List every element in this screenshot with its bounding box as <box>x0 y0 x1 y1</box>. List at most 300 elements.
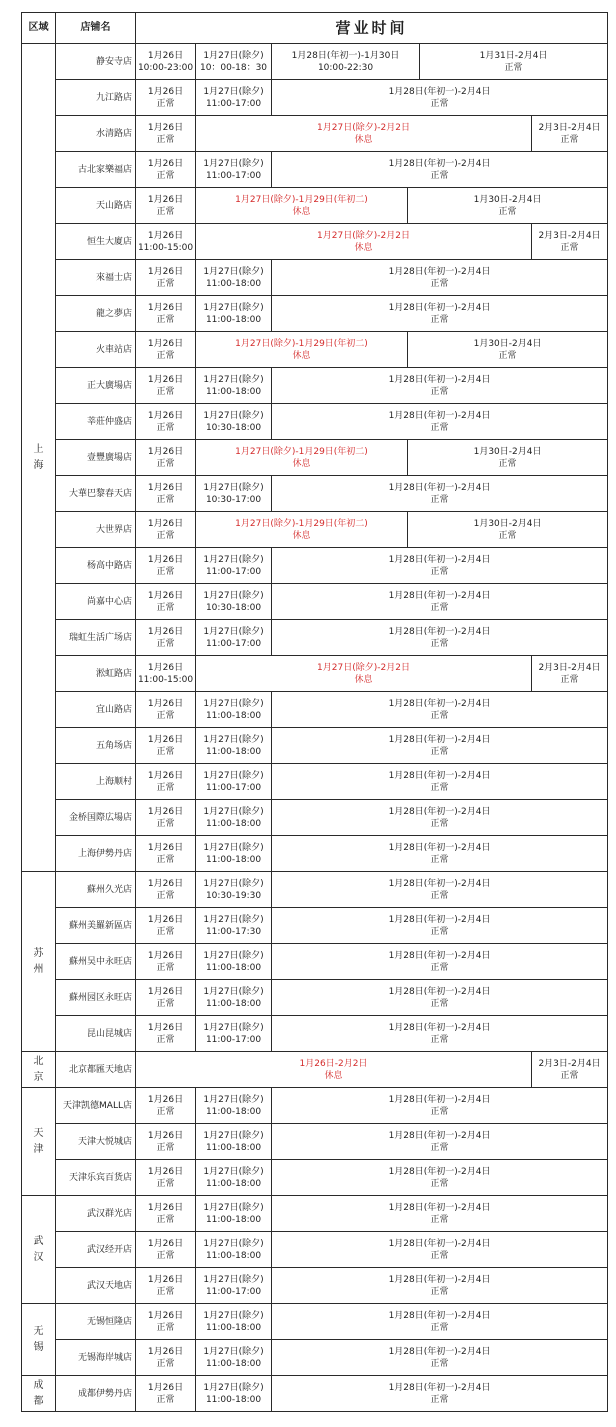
hours-cell <box>196 620 272 656</box>
date-range: 1月28日(年初一)-2月4日 <box>388 554 491 565</box>
region-char: 汉 <box>33 1251 44 1263</box>
hours-cell <box>136 908 196 944</box>
store-name: 壹豐廣場店 <box>56 440 136 476</box>
store-name: 瑞虹生活广场店 <box>56 620 136 656</box>
hours-text: 正常 <box>156 1358 175 1369</box>
hours-cell <box>136 44 196 80</box>
date-range: 1月27日(除夕) <box>203 1166 264 1177</box>
date-range: 1月26日 <box>147 122 184 133</box>
date-range: 1月28日(年初一)-2月4日 <box>388 806 491 817</box>
date-range: 1月27日(除夕) <box>203 1022 264 1033</box>
hours-cell <box>196 692 272 728</box>
hours-text: 正常 <box>430 1322 449 1333</box>
hours-cell <box>136 512 196 548</box>
region-char: 天 <box>33 1127 44 1139</box>
hours-text: 10:00-23:00 <box>137 62 194 73</box>
date-range: 1月30日-2月4日 <box>473 194 542 205</box>
hours-title: 营业时间 <box>136 13 608 44</box>
hours-text: 正常 <box>156 1250 175 1261</box>
hours-text: 11:00-17:00 <box>205 98 262 109</box>
hours-text: 11:00-15:00 <box>137 242 194 253</box>
hours-cell <box>420 44 608 80</box>
hours-text: 正常 <box>156 1106 175 1117</box>
hours-text: 11:00-18:00 <box>205 1142 262 1153</box>
date-range: 1月26日 <box>147 1094 184 1105</box>
date-range: 1月26日 <box>147 482 184 493</box>
hours-cell <box>136 1124 196 1160</box>
hours-text: 10:00-22:30 <box>317 62 374 73</box>
store-name: 天津乐宾百货店 <box>56 1160 136 1196</box>
hours-cell <box>196 944 272 980</box>
store-row <box>22 944 608 980</box>
date-range: 1月26日 <box>147 266 184 277</box>
date-range: 1月28日(年初一)-2月4日 <box>388 1166 491 1177</box>
hours-cell <box>196 368 272 404</box>
hours-cell <box>136 944 196 980</box>
store-name: 火車站店 <box>56 332 136 368</box>
hours-cell <box>136 1232 196 1268</box>
hours-text: 正常 <box>430 746 449 757</box>
hours-text: 正常 <box>560 134 579 145</box>
hours-cell <box>196 1160 272 1196</box>
hours-cell <box>136 80 196 116</box>
hours-text: 正常 <box>430 998 449 1009</box>
store-row <box>22 1052 608 1088</box>
date-range: 1月26日 <box>147 770 184 781</box>
closed-period-cell <box>196 656 532 692</box>
date-range: 1月26日 <box>147 806 184 817</box>
date-range: 1月26日 <box>147 86 184 97</box>
date-range: 1月26日 <box>147 950 184 961</box>
hours-cell <box>272 1268 608 1304</box>
hours-text: 11:00-18:00 <box>205 278 262 289</box>
hours-text: 正常 <box>430 1358 449 1369</box>
store-row <box>22 548 608 584</box>
hours-cell <box>408 332 608 368</box>
region-cell <box>22 44 56 872</box>
store-hours-table <box>21 12 608 1412</box>
hours-text: 正常 <box>430 1286 449 1297</box>
hours-cell <box>272 1016 608 1052</box>
date-range: 1月28日(年初一)-2月4日 <box>388 1238 491 1249</box>
date-range: 1月27日(除夕) <box>203 1346 264 1357</box>
date-range: 1月27日(除夕) <box>203 986 264 997</box>
hours-text: 正常 <box>430 386 449 397</box>
date-range: 1月28日(年初一)-2月4日 <box>388 914 491 925</box>
hours-text: 11:00-17:00 <box>205 1034 262 1045</box>
hours-text: 11:00-17:00 <box>205 170 262 181</box>
hours-text: 正常 <box>156 926 175 937</box>
hours-text: 正常 <box>156 1142 175 1153</box>
hours-cell <box>272 80 608 116</box>
date-range: 1月26日 <box>147 1202 184 1213</box>
hours-text: 休息 <box>292 458 311 469</box>
region-char: 海 <box>33 459 44 471</box>
hours-text: 正常 <box>430 1106 449 1117</box>
store-name: 尚嘉中心店 <box>56 584 136 620</box>
store-row <box>22 584 608 620</box>
store-row <box>22 1124 608 1160</box>
region-char: 京 <box>33 1071 44 1083</box>
store-name: 大華巴黎春天店 <box>56 476 136 512</box>
hours-cell <box>196 1232 272 1268</box>
closed-period-cell <box>196 440 408 476</box>
store-row <box>22 404 608 440</box>
date-range: 1月27日(除夕) <box>203 914 264 925</box>
store-row <box>22 1232 608 1268</box>
date-range: 1月26日 <box>147 194 184 205</box>
hours-cell <box>272 836 608 872</box>
hours-cell <box>196 44 272 80</box>
hours-cell <box>272 584 608 620</box>
hours-text: 休息 <box>292 530 311 541</box>
store-name: 武汉群光店 <box>56 1196 136 1232</box>
hours-cell <box>272 728 608 764</box>
store-name: 水清路店 <box>56 116 136 152</box>
date-range: 1月27日(除夕) <box>203 1130 264 1141</box>
hours-text: 休息 <box>354 134 373 145</box>
store-name: 上海伊勢丹店 <box>56 836 136 872</box>
region-cell <box>22 1304 56 1376</box>
hours-text: 11:00-18:00 <box>205 1322 262 1333</box>
date-range: 1月27日(除夕)-2月2日 <box>317 230 410 241</box>
hours-cell <box>196 908 272 944</box>
region-char: 武 <box>33 1235 44 1247</box>
date-range: 1月26日 <box>147 878 184 889</box>
hours-cell <box>196 1376 272 1412</box>
hours-text: 正常 <box>156 710 175 721</box>
date-range: 1月27日(除夕)-2月2日 <box>317 122 410 133</box>
store-name: 五角场店 <box>56 728 136 764</box>
hours-cell <box>196 836 272 872</box>
region-char: 上 <box>33 443 44 455</box>
date-range: 1月27日(除夕)-1月29日(年初二) <box>235 518 368 529</box>
hours-cell <box>136 656 196 692</box>
date-range: 1月27日(除夕) <box>203 266 264 277</box>
hours-text: 正常 <box>430 1034 449 1045</box>
date-range: 1月26日 <box>147 1346 184 1357</box>
date-range: 1月28日(年初一)-2月4日 <box>388 302 491 313</box>
hours-cell <box>196 980 272 1016</box>
hours-text: 正常 <box>156 422 175 433</box>
hours-text: 正常 <box>156 206 175 217</box>
hours-cell <box>272 1232 608 1268</box>
date-range: 1月27日(除夕) <box>203 1382 264 1393</box>
hours-cell <box>272 44 420 80</box>
date-range: 1月26日 <box>147 374 184 385</box>
hours-text: 休息 <box>354 242 373 253</box>
hours-text: 正常 <box>156 494 175 505</box>
date-range: 1月28日(年初一)-2月4日 <box>388 734 491 745</box>
hours-cell <box>272 872 608 908</box>
hours-cell <box>408 188 608 224</box>
hours-text: 正常 <box>430 1250 449 1261</box>
hours-cell <box>136 980 196 1016</box>
hours-text: 正常 <box>156 350 175 361</box>
hours-cell <box>196 872 272 908</box>
hours-text: 正常 <box>156 1214 175 1225</box>
hours-cell <box>196 584 272 620</box>
hours-cell <box>196 1016 272 1052</box>
date-range: 1月26日 <box>147 158 184 169</box>
hours-cell <box>272 944 608 980</box>
hours-text: 正常 <box>156 386 175 397</box>
date-range: 1月26日 <box>147 986 184 997</box>
store-name: 古北家樂福店 <box>56 152 136 188</box>
store-name: 蘇州久光店 <box>56 872 136 908</box>
store-row <box>22 440 608 476</box>
hours-text: 正常 <box>498 530 517 541</box>
closed-period-cell <box>196 332 408 368</box>
region-cell <box>22 1088 56 1196</box>
hours-cell <box>196 548 272 584</box>
date-range: 1月28日(年初一)-2月4日 <box>388 878 491 889</box>
hours-cell <box>272 548 608 584</box>
store-name: 恒生大廈店 <box>56 224 136 260</box>
closed-period-cell <box>196 512 408 548</box>
store-row <box>22 260 608 296</box>
hours-text: 正常 <box>430 638 449 649</box>
hours-cell <box>136 116 196 152</box>
hours-text: 正常 <box>498 206 517 217</box>
hours-cell <box>272 908 608 944</box>
hours-cell <box>136 728 196 764</box>
store-name: 來福士店 <box>56 260 136 296</box>
hours-text: 正常 <box>430 278 449 289</box>
date-range: 1月27日(除夕) <box>203 878 264 889</box>
region-cell <box>22 872 56 1052</box>
hours-cell <box>136 620 196 656</box>
hours-text: 正常 <box>156 782 175 793</box>
hours-text: 正常 <box>430 1214 449 1225</box>
hours-text: 正常 <box>156 1034 175 1045</box>
hours-cell <box>136 296 196 332</box>
hours-cell <box>196 1124 272 1160</box>
store-row <box>22 224 608 260</box>
hours-text: 正常 <box>430 170 449 181</box>
date-range: 1月27日(除夕) <box>203 374 264 385</box>
hours-text: 休息 <box>292 206 311 217</box>
hours-cell <box>136 1016 196 1052</box>
store-row <box>22 1268 608 1304</box>
store-name: 宜山路店 <box>56 692 136 728</box>
hours-cell <box>136 188 196 224</box>
store-row <box>22 836 608 872</box>
date-range: 1月27日(除夕) <box>203 1202 264 1213</box>
hours-text: 正常 <box>156 170 175 181</box>
hours-cell <box>272 1124 608 1160</box>
date-range: 1月28日(年初一)-2月4日 <box>388 842 491 853</box>
store-name: 大世界店 <box>56 512 136 548</box>
hours-cell <box>272 1088 608 1124</box>
hours-text: 正常 <box>430 926 449 937</box>
hours-text: 正常 <box>156 1394 175 1405</box>
store-row <box>22 152 608 188</box>
hours-text: 正常 <box>156 998 175 1009</box>
date-range: 1月26日 <box>147 1310 184 1321</box>
hours-cell <box>196 800 272 836</box>
hours-text: 10:30-18:00 <box>205 602 262 613</box>
hours-text: 正常 <box>430 98 449 109</box>
region-cell <box>22 1196 56 1304</box>
hours-text: 11:00-18:00 <box>205 998 262 1009</box>
store-name: 武汉天地店 <box>56 1268 136 1304</box>
store-name: 蘇州美羅新區店 <box>56 908 136 944</box>
date-range: 2月3日-2月4日 <box>538 1058 601 1069</box>
store-header: 店铺名 <box>56 13 136 44</box>
hours-text: 11:00-17:00 <box>205 566 262 577</box>
hours-cell <box>272 692 608 728</box>
date-range: 1月28日(年初一)-2月4日 <box>388 1130 491 1141</box>
date-range: 1月28日(年初一)-2月4日 <box>388 374 491 385</box>
date-range: 1月31日-2月4日 <box>479 50 548 61</box>
store-name: 天山路店 <box>56 188 136 224</box>
hours-text: 11:00-18:00 <box>205 1394 262 1405</box>
date-range: 1月28日(年初一)-2月4日 <box>388 590 491 601</box>
date-range: 1月27日(除夕) <box>203 410 264 421</box>
store-name: 龍之夢店 <box>56 296 136 332</box>
date-range: 1月30日-2月4日 <box>473 518 542 529</box>
hours-text: 11:00-17:00 <box>205 638 262 649</box>
date-range: 1月27日(除夕) <box>203 158 264 169</box>
store-name: 正大廣場店 <box>56 368 136 404</box>
hours-cell <box>136 548 196 584</box>
hours-text: 11:00-18:00 <box>205 1178 262 1189</box>
date-range: 1月26日 <box>147 1274 184 1285</box>
store-row <box>22 728 608 764</box>
date-range: 2月3日-2月4日 <box>538 230 601 241</box>
hours-text: 11:00-17:30 <box>205 926 262 937</box>
date-range: 1月27日(除夕) <box>203 86 264 97</box>
hours-text: 正常 <box>560 242 579 253</box>
store-row <box>22 800 608 836</box>
hours-cell <box>272 296 608 332</box>
date-range: 1月28日(年初一)-2月4日 <box>388 950 491 961</box>
store-row <box>22 908 608 944</box>
hours-cell <box>196 1340 272 1376</box>
date-range: 1月27日(除夕) <box>203 806 264 817</box>
store-row <box>22 80 608 116</box>
hours-text: 11:00-18:00 <box>205 962 262 973</box>
hours-text: 11:00-18:00 <box>205 1106 262 1117</box>
region-char: 州 <box>33 963 44 975</box>
hours-text: 正常 <box>156 314 175 325</box>
hours-cell <box>272 152 608 188</box>
hours-cell <box>136 764 196 800</box>
hours-cell <box>196 764 272 800</box>
date-range: 1月26日 <box>147 410 184 421</box>
date-range: 1月27日(除夕) <box>203 1238 264 1249</box>
hours-text: 正常 <box>156 530 175 541</box>
hours-text: 10:30-17:00 <box>205 494 262 505</box>
hours-cell <box>136 692 196 728</box>
hours-cell <box>136 1088 196 1124</box>
hours-cell <box>532 656 608 692</box>
store-row <box>22 1376 608 1412</box>
date-range: 2月3日-2月4日 <box>538 122 601 133</box>
hours-cell <box>196 1304 272 1340</box>
hours-cell <box>136 872 196 908</box>
date-range: 1月28日(年初一)-2月4日 <box>388 986 491 997</box>
store-name: 静安寺店 <box>56 44 136 80</box>
hours-cell <box>272 1376 608 1412</box>
date-range: 1月27日(除夕) <box>203 590 264 601</box>
hours-cell <box>136 800 196 836</box>
hours-text: 正常 <box>156 134 175 145</box>
date-range: 1月28日(年初一)-2月4日 <box>388 266 491 277</box>
date-range: 1月27日(除夕)-2月2日 <box>317 662 410 673</box>
hours-cell <box>196 1268 272 1304</box>
store-name: 杨高中路店 <box>56 548 136 584</box>
date-range: 1月27日(除夕) <box>203 1094 264 1105</box>
date-range: 1月28日(年初一)-2月4日 <box>388 1094 491 1105</box>
store-name: 蘇州吴中永旺店 <box>56 944 136 980</box>
date-range: 1月28日(年初一)-1月30日 <box>291 50 400 61</box>
region-char: 都 <box>33 1395 44 1407</box>
hours-cell <box>272 404 608 440</box>
store-row <box>22 620 608 656</box>
date-range: 1月26日 <box>147 50 184 61</box>
hours-text: 正常 <box>156 746 175 757</box>
hours-text: 正常 <box>430 314 449 325</box>
date-range: 1月26日-2月2日 <box>299 1058 368 1069</box>
date-range: 1月26日 <box>147 302 184 313</box>
date-range: 1月28日(年初一)-2月4日 <box>388 482 491 493</box>
store-row <box>22 980 608 1016</box>
hours-cell <box>408 512 608 548</box>
hours-cell <box>136 1340 196 1376</box>
hours-text: 正常 <box>156 1178 175 1189</box>
store-name: 金桥国際広場店 <box>56 800 136 836</box>
date-range: 1月26日 <box>147 914 184 925</box>
region-char: 成 <box>33 1379 44 1391</box>
hours-text: 正常 <box>430 818 449 829</box>
store-name: 武汉经开店 <box>56 1232 136 1268</box>
store-row <box>22 1088 608 1124</box>
date-range: 1月27日(除夕)-1月29日(年初二) <box>235 194 368 205</box>
store-row <box>22 1304 608 1340</box>
hours-cell <box>272 620 608 656</box>
hours-cell <box>272 800 608 836</box>
region-char: 苏 <box>33 947 44 959</box>
hours-text: 10:30-19:30 <box>205 890 262 901</box>
store-row <box>22 476 608 512</box>
date-range: 1月26日 <box>147 662 184 673</box>
store-name: 蘇州园区永旺店 <box>56 980 136 1016</box>
hours-text: 正常 <box>498 350 517 361</box>
hours-cell <box>136 260 196 296</box>
store-name: 莘莊仲盛店 <box>56 404 136 440</box>
store-row <box>22 512 608 548</box>
hours-cell <box>196 404 272 440</box>
hours-text: 11:00-18:00 <box>205 818 262 829</box>
hours-cell <box>196 476 272 512</box>
date-range: 1月26日 <box>147 1130 184 1141</box>
hours-text: 正常 <box>156 98 175 109</box>
hours-cell <box>136 584 196 620</box>
hours-cell <box>136 1268 196 1304</box>
hours-cell <box>196 1196 272 1232</box>
store-row <box>22 116 608 152</box>
date-range: 1月27日(除夕) <box>203 698 264 709</box>
hours-text: 正常 <box>156 1322 175 1333</box>
date-range: 1月26日 <box>147 230 184 241</box>
store-name: 天津凯德MALL店 <box>56 1088 136 1124</box>
date-range: 1月26日 <box>147 1382 184 1393</box>
hours-cell <box>196 296 272 332</box>
hours-text: 正常 <box>156 962 175 973</box>
hours-text: 正常 <box>430 422 449 433</box>
